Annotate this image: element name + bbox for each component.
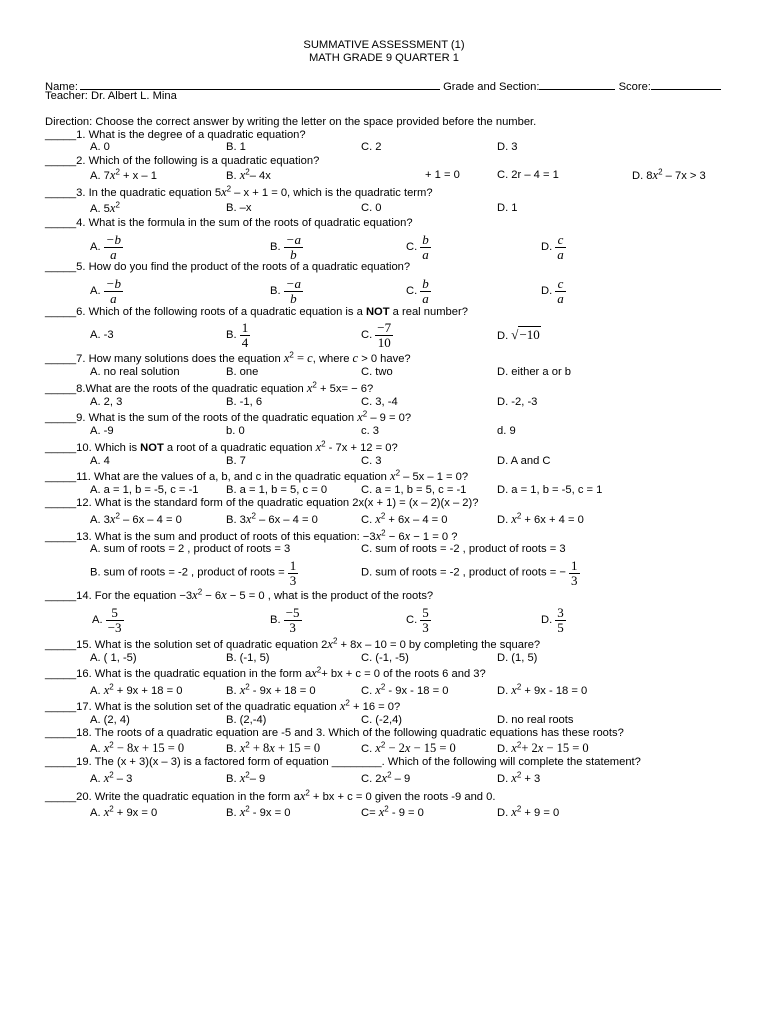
q12-option-a: A. $3x^2 - 6x - 4 = 0$ xyxy=(90,511,182,526)
q10-option-d: D. A and C xyxy=(497,455,551,467)
q15-option-c: C. (-1, -5) xyxy=(361,652,409,664)
q19-option-b: B. $x^2-$ 9 xyxy=(226,770,266,785)
question-5: _____5. How do you find the product of the roots of a quadratic equation? xyxy=(45,261,411,273)
q7-option-a: A. no real solution xyxy=(90,366,180,378)
q14-option-c: C. $\frac{5}{3}$ xyxy=(406,605,429,635)
q18-option-a: A. $x^2 - 8x + 15 = 0$ xyxy=(90,740,185,755)
q20-option-b: B. $x^2 - 9x = 0$ xyxy=(226,804,291,819)
answer-blank[interactable]: _____ xyxy=(45,383,77,395)
question-13: _____13. What is the sum and product of roots of this equation: $-3x^2 - 6x - 1 = 0$ ? xyxy=(45,528,458,543)
q8-option-a: A. 2, 3 xyxy=(90,396,123,408)
q14-option-d: D. $\frac{3}{5}$ xyxy=(541,605,564,635)
q11-option-a: A. a = 1, b = -5, c = -1 xyxy=(90,484,199,496)
question-18: _____18. The roots of a quadratic equation are -5 and 3. Which of the following quadratic equations has these roots? xyxy=(45,727,624,739)
q7-option-d: D. either a or b xyxy=(497,366,571,378)
q20-option-d: D. $x^2 + 9 = 0$ xyxy=(497,804,560,819)
q10-option-a: A. 4 xyxy=(90,455,110,467)
q18-option-b: B. $x^2 + 8x + 15 = 0$ xyxy=(226,740,321,755)
q10-option-b: B. 7 xyxy=(226,455,246,467)
q8-option-d: D. -2, -3 xyxy=(497,396,538,408)
q17-option-d: D. no real roots xyxy=(497,714,574,726)
answer-blank[interactable]: _____ xyxy=(45,129,77,141)
answer-blank[interactable]: _____ xyxy=(45,791,77,803)
answer-blank[interactable]: _____ xyxy=(45,442,77,454)
q1-option-a: A. 0 xyxy=(90,141,110,153)
q1-option-d: D. 3 xyxy=(497,141,518,153)
page-subtitle: MATH GRADE 9 QUARTER 1 xyxy=(308,52,460,64)
answer-blank[interactable]: _____ xyxy=(45,471,77,483)
q20-option-a: A. $x^2 + 9x = 0$ xyxy=(90,804,158,819)
question-19: _____19. The (x + 3)(x – 3) is a factored form of equation ________. Which of the following will complete the statement? xyxy=(45,756,641,768)
answer-blank[interactable]: _____ xyxy=(45,353,77,365)
q5-option-c: C. $\frac{b}{a}$ xyxy=(406,276,429,306)
name-line[interactable] xyxy=(80,79,440,90)
q11-option-d: D. a = 1, b = -5, c = 1 xyxy=(497,484,603,496)
q4-option-d: D. $\frac{c}{a}$ xyxy=(541,232,564,262)
q13-option-b: B. sum of roots = -2 , product of roots = $\frac{1}{3}$ xyxy=(90,558,297,588)
question-17: _____17. What is the solution set of the quadratic equation $x^2 + 16 = 0$? xyxy=(45,698,401,713)
q12-option-c: C. $x^2 + 6x - 4 = 0$ xyxy=(361,511,448,526)
q2-option-a: A. $7x^2 + x - 1$ xyxy=(90,167,157,182)
q5-option-d: D. $\frac{c}{a}$ xyxy=(541,276,564,306)
question-1: _____1. What is the degree of a quadratic equation? xyxy=(45,129,306,141)
q16-option-a: A. $x^2 + 9x + 18 = 0$ xyxy=(90,682,183,697)
q14-option-a: A. $\frac{5}{-3}$ xyxy=(92,605,122,635)
q3-option-a: A. $5x^2$ xyxy=(90,200,120,215)
q10-option-c: C. 3 xyxy=(361,455,382,467)
answer-blank[interactable]: _____ xyxy=(45,155,77,167)
q7-option-c: C. two xyxy=(361,366,393,378)
q3-option-c: C. 0 xyxy=(361,202,382,214)
question-6: _____6. Which of the following roots of a quadratic equation is a NOT a real number? xyxy=(45,306,468,318)
question-15: _____15. What is the solution set of quadratic equation $2x^2 + 8x - 10 = 0$ by completing the square? xyxy=(45,636,541,651)
q9-option-b: b. 0 xyxy=(226,425,245,437)
q7-option-b: B. one xyxy=(226,366,259,378)
q14-option-b: B. $\frac{-5}{3}$ xyxy=(270,605,300,635)
q13-option-a: A. sum of roots = 2 , product of roots = 3 xyxy=(90,543,291,555)
q15-option-a: A. ( 1, -5) xyxy=(90,652,137,664)
q2-option-c: C. 2r – 4 = 1 xyxy=(497,169,559,181)
q3-option-b: B. –x xyxy=(226,202,252,214)
q9-option-a: A. -9 xyxy=(90,425,114,437)
grade-line[interactable] xyxy=(539,79,615,90)
q11-option-c: C. a = 1, b = 5, c = -1 xyxy=(361,484,467,496)
question-3: _____3. In the quadratic equation $5x^2 - x + 1 = 0$, which is the quadratic term? xyxy=(45,184,433,199)
q13-option-d: D. sum of roots = -2 , product of roots = − $\frac{1}{3}$ xyxy=(361,558,578,588)
q11-option-b: B. a = 1, b = 5, c = 0 xyxy=(226,484,328,496)
answer-blank[interactable]: _____ xyxy=(45,412,77,424)
teacher-line: Teacher: Dr. Albert L. Mina xyxy=(45,90,177,102)
q9-option-d: d. 9 xyxy=(497,425,516,437)
q5-option-b: B. $\frac{-a}{b}$ xyxy=(270,276,301,306)
question-9: _____9. What is the sum of the roots of the quadratic equation $x^2 - 9 = 0$? xyxy=(45,409,412,424)
q19-option-a: A. $x^2 - 3$ xyxy=(90,770,133,785)
q19-option-d: D. $x^2 + 3$ xyxy=(497,770,541,785)
q6-option-b: B. $\frac{1}{4}$ xyxy=(226,320,249,350)
answer-blank[interactable]: _____ xyxy=(45,531,77,543)
score-label: Score: xyxy=(618,81,651,93)
q20-option-c: $C= x^2 - 9 = 0$ xyxy=(361,804,424,819)
q13-option-c: C. sum of roots = -2 , product of roots = 3 xyxy=(361,543,566,555)
q8-option-c: C. 3, -4 xyxy=(361,396,398,408)
q15-option-b: B. (-1, 5) xyxy=(226,652,270,664)
q3-option-d: D. 1 xyxy=(497,202,518,214)
answer-blank[interactable]: _____ xyxy=(45,668,77,680)
q17-option-a: A. (2, 4) xyxy=(90,714,130,726)
question-7: _____7. How many solutions does the equation $x^2 = c$, where c > 0 have? xyxy=(45,350,411,365)
question-12: _____12. What is the standard form of the quadratic equation 2x(x + 1) = (x – 2)(x – 2)? xyxy=(45,497,479,509)
answer-blank[interactable]: _____ xyxy=(45,756,77,768)
q1-option-b: B. 1 xyxy=(226,141,246,153)
answer-blank[interactable]: _____ xyxy=(45,590,77,602)
q12-option-b: B. $3x^2 - 6x - 4 = 0$ xyxy=(226,511,318,526)
question-11: _____11. What are the values of a, b, and c in the quadratic equation $x^2 - 5x - 1 = 0$? xyxy=(45,468,469,483)
answer-blank[interactable]: _____ xyxy=(45,217,77,229)
question-14: _____14. For the equation $-3x^2 - 6x - 5 = 0$ , what is the product of the roots? xyxy=(45,587,434,602)
q2-option-b: B. $x^2-$ 4x xyxy=(226,167,271,182)
q15-option-d: D. (1, 5) xyxy=(497,652,538,664)
answer-blank[interactable]: _____ xyxy=(45,497,77,509)
q1-option-c: C. 2 xyxy=(361,141,382,153)
question-4: _____4. What is the formula in the sum of the roots of quadratic equation? xyxy=(45,217,413,229)
page-title: SUMMATIVE ASSESSMENT (1) xyxy=(303,39,465,51)
q6-option-c: C. $\frac{-7}{10}$ xyxy=(361,320,392,350)
score-line[interactable] xyxy=(651,79,721,90)
question-10: _____10. Which is NOT a root of a quadratic equation $x^2 - 7x + 12 = 0$? xyxy=(45,439,398,454)
q19-option-c: C. $2x^2 - 9$ xyxy=(361,770,411,785)
q12-option-d: D. $x^2 + 6x + 4 = 0$ xyxy=(497,511,584,526)
q17-option-b: B. (2,-4) xyxy=(226,714,267,726)
q4-option-b: B. $\frac{-a}{b}$ xyxy=(270,232,301,262)
q4-option-a: A. $\frac{-b}{a}$ xyxy=(90,232,121,262)
q8-option-b: B. -1, 6 xyxy=(226,396,263,408)
answer-blank[interactable]: _____ xyxy=(45,701,77,713)
answer-blank[interactable]: _____ xyxy=(45,261,77,273)
q2-option-b-tail: + 1 = 0 xyxy=(425,169,460,181)
answer-blank[interactable]: _____ xyxy=(45,306,77,318)
question-2: _____2. Which of the following is a quadratic equation? xyxy=(45,155,320,167)
question-8: _____8.What are the roots of the quadratic equation $x^2 + 5x= - 6$? xyxy=(45,380,374,395)
q6-option-a: A. -3 xyxy=(90,329,114,341)
q6-option-d: D. √−10 xyxy=(497,327,540,342)
direction: Direction: Choose the correct answer by writing the letter on the space provided before the number. xyxy=(45,116,537,128)
question-20: _____20. Write the quadratic equation in the form $ax^2$ + bx + c = 0 given the roots -9 and 0. xyxy=(45,788,496,803)
answer-blank[interactable]: _____ xyxy=(45,187,77,199)
q18-option-d: D. $x^2+ 2x - 15 = 0$ xyxy=(497,740,589,755)
q18-option-c: C. $x^2 - 2x - 15 = 0$ xyxy=(361,740,456,755)
q2-option-d: D. $8x^2 - 7x > 3$ xyxy=(632,167,706,182)
name-label: Name: xyxy=(45,81,78,93)
answer-blank[interactable]: _____ xyxy=(45,727,77,739)
answer-blank[interactable]: _____ xyxy=(45,639,77,651)
question-16: _____16. What is the quadratic equation in the form $ax^2+$ bx + c = 0 of the roots 6 and 3? xyxy=(45,665,486,680)
q16-option-c: C. $x^2 - 9x - 18 = 0$ xyxy=(361,682,449,697)
q4-option-c: C. $\frac{b}{a}$ xyxy=(406,232,429,262)
q17-option-c: C. (-2,4) xyxy=(361,714,403,726)
q16-option-b: B. $x^2 - 9x + 18 = 0$ xyxy=(226,682,316,697)
q16-option-d: D. $x^2 + 9x - 18 = 0$ xyxy=(497,682,588,697)
q5-option-a: A. $\frac{-b}{a}$ xyxy=(90,276,121,306)
grade-label: Grade and Section: xyxy=(443,81,540,93)
q9-option-c: c. 3 xyxy=(361,425,380,437)
